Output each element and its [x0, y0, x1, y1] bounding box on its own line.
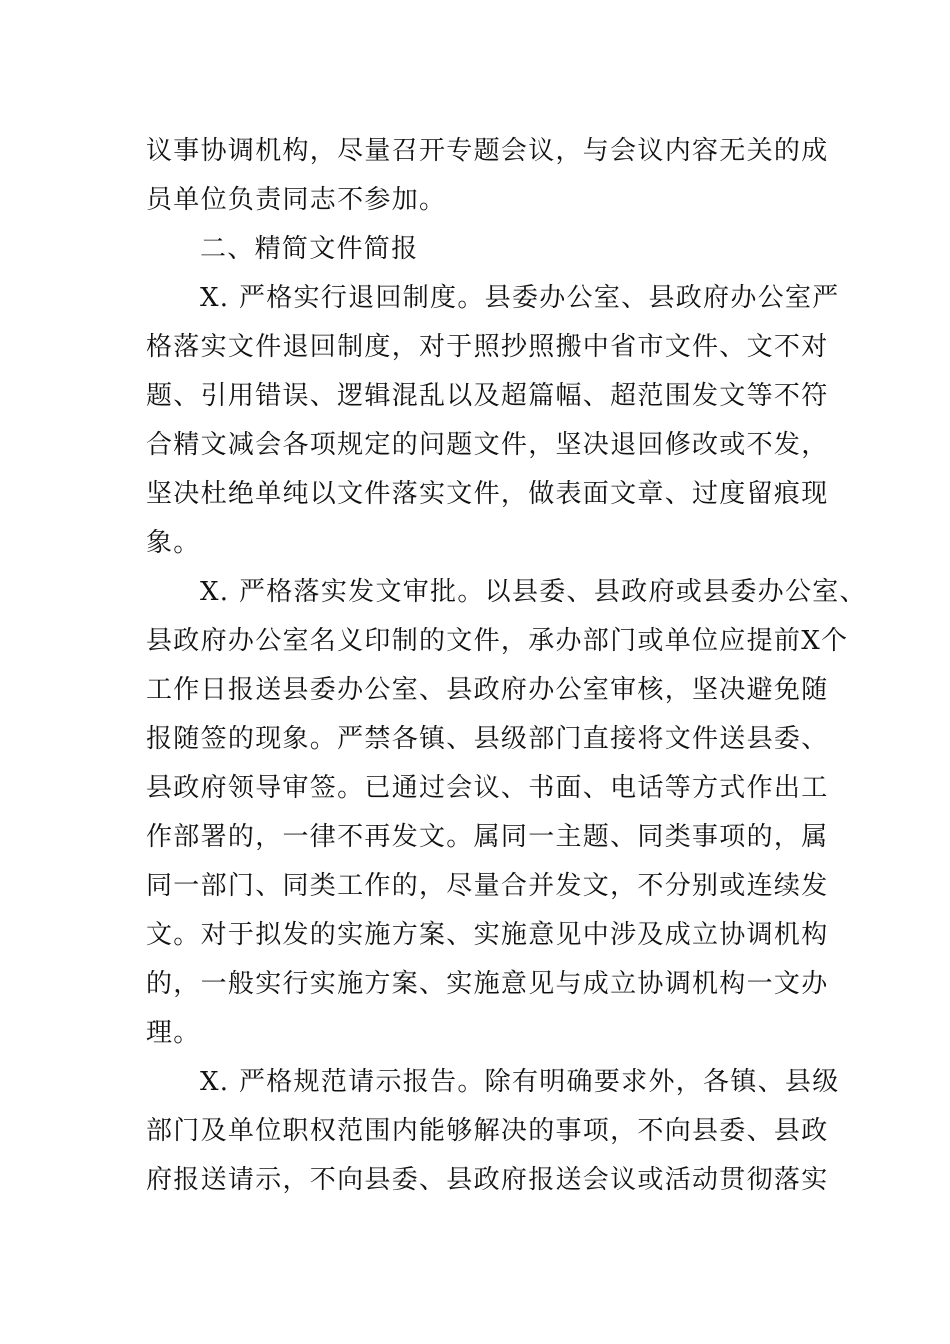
text-line: 的，一般实行实施方案、实施意见与成立协调机构一文办	[146, 969, 829, 999]
text-line: 报随签的现象。严禁各镇、县级部门直接将文件送县委、	[146, 724, 829, 754]
text-line: 县政府领导审签。已通过会议、书面、电话等方式作出工	[146, 773, 829, 803]
text-line: 同一部门、同类工作的，尽量合并发文，不分别或连续发	[146, 871, 829, 901]
text-line: 坚决杜绝单纯以文件落实文件，做表面文章、过度留痕现	[146, 479, 829, 509]
text-line: 作部署的，一律不再发文。属同一主题、同类事项的，属	[146, 822, 829, 852]
text-line: X. 严格实行退回制度。县委办公室、县政府办公室严	[200, 283, 840, 313]
text-line: 格落实文件退回制度，对于照抄照搬中省市文件、文不对	[146, 332, 829, 362]
text-line: 员单位负责同志不参加。	[146, 185, 447, 215]
text-line: 理。	[146, 1018, 201, 1048]
text-line: X. 严格规范请示报告。除有明确要求外，各镇、县级	[200, 1067, 840, 1097]
text-line: 象。	[146, 528, 201, 558]
text-line: 议事协调机构，尽量召开专题会议，与会议内容无关的成	[146, 136, 829, 166]
section-heading: 二、精简文件简报	[200, 234, 419, 264]
text-line: 文。对于拟发的实施方案、实施意见中涉及成立协调机构	[146, 920, 829, 950]
text-line: 县政府办公室名义印制的文件，承办部门或单位应提前X个	[146, 626, 849, 656]
text-line: 题、引用错误、逻辑混乱以及超篇幅、超范围发文等不符	[146, 381, 829, 411]
document-body	[146, 127, 867, 1205]
text-line: 合精文减会各项规定的问题文件，坚决退回修改或不发，	[146, 430, 829, 460]
text-line: 府报送请示，不向县委、县政府报送会议或活动贯彻落实	[146, 1165, 829, 1195]
text-line: X. 严格落实发文审批。以县委、县政府或县委办公室、	[200, 577, 867, 607]
text-line: 工作日报送县委办公室、县政府办公室审核，坚决避免随	[146, 675, 829, 705]
text-line: 部门及单位职权范围内能够解决的事项，不向县委、县政	[146, 1116, 829, 1146]
